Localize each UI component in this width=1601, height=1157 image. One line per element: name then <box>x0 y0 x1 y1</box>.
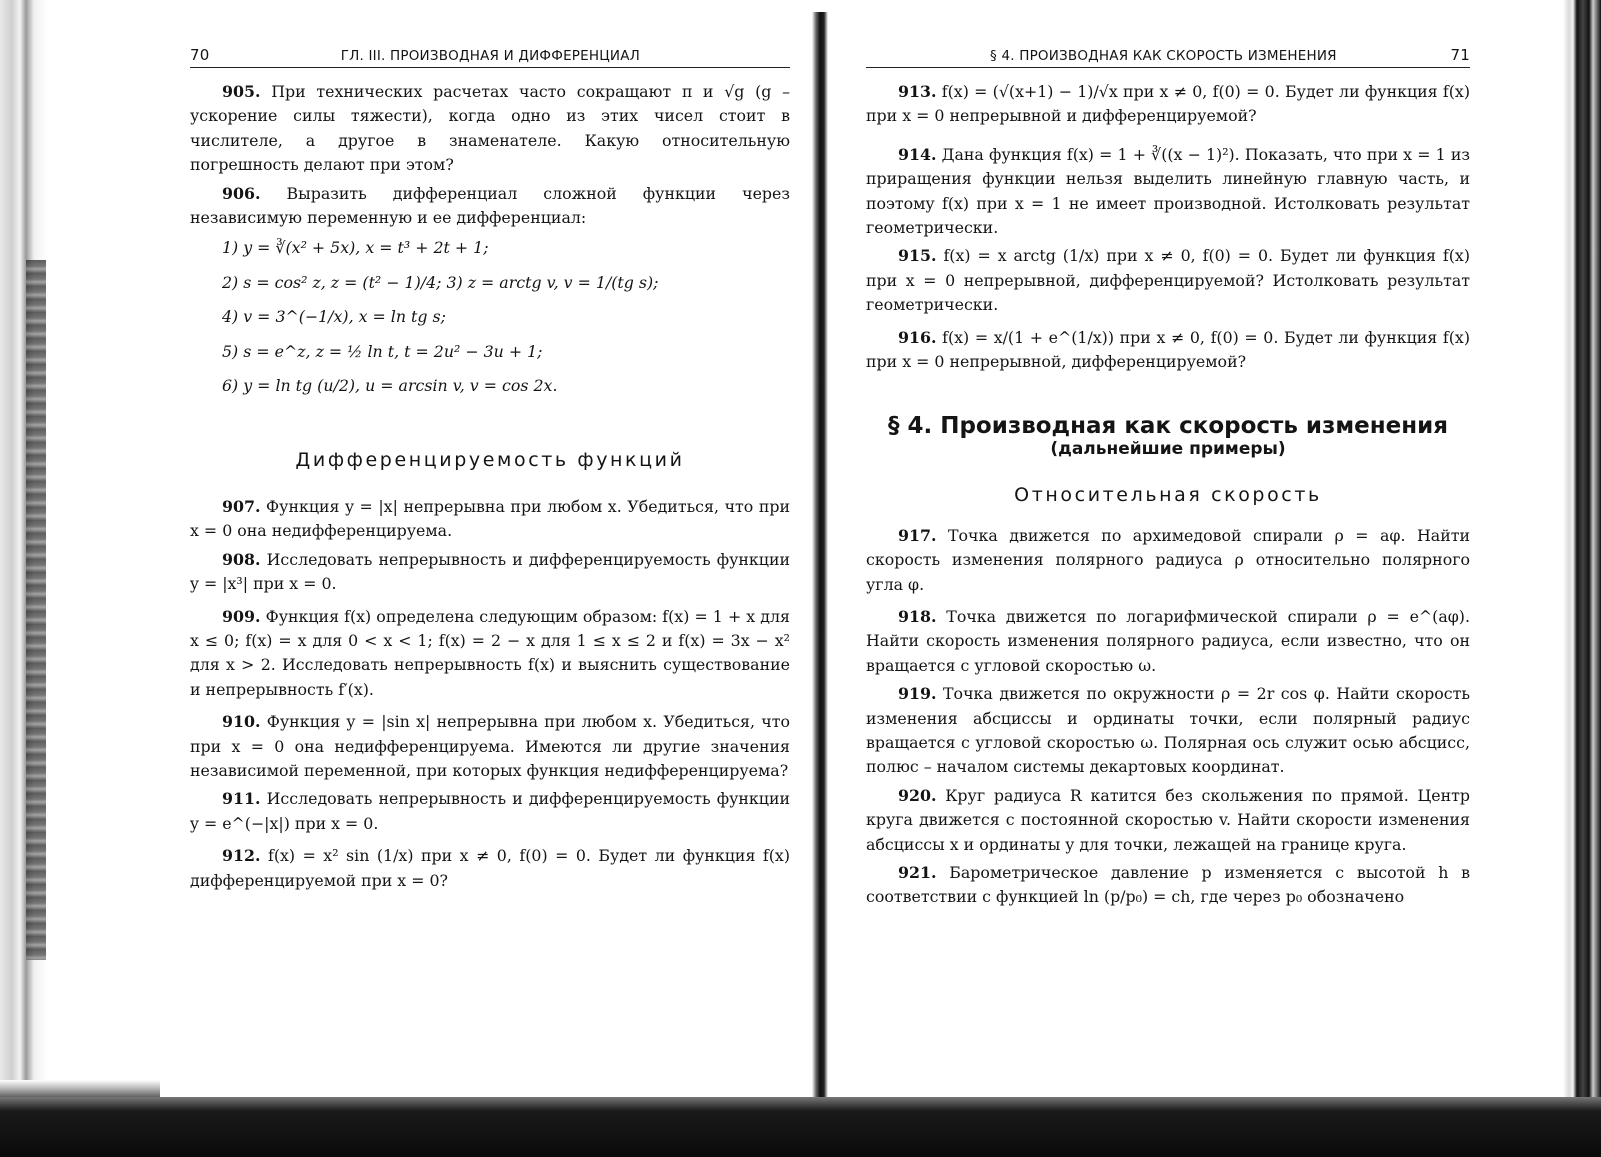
problem-915: 915. f(x) = x arctg (1/x) при x ≠ 0, f(0) = 0. Будет ли функция f(x) при x = 0 непрерывной, дифференцируемой? Истолковать результат геометрически. <box>866 246 1470 315</box>
left-subheading: Дифференцируемость функций <box>295 449 685 472</box>
formula-4: 4) v = 3^(−1/x), x = ln tg s; <box>222 307 446 327</box>
formula-1: 1) y = ∛(x² + 5x), x = t³ + 2t + 1; <box>222 238 489 258</box>
problem-906: 906. Выразить дифференциал сложной функции через независимую переменную и ее дифференциал: <box>190 183 790 228</box>
scan-bottom-edge <box>0 1097 1601 1157</box>
right-subheading: Относительная скорость <box>1014 484 1322 507</box>
problem-912: 912. f(x) = x² sin (1/x) при x ≠ 0, f(0) = 0. Будет ли функция f(x) дифференцируемой при x = 0? <box>190 846 790 890</box>
left-page-number: 70 <box>190 46 210 64</box>
right-page <box>866 46 1470 910</box>
problem-911: 911. Исследовать непрерывность и дифференцируемость функции y = e^(−|x|) при x = 0. <box>190 789 790 833</box>
problem-910: 910. Функция y = |sin x| непрерывна при любом x. Убедиться, что при x = 0 она недифференцируема. Имеются ли другие значения независимой переменной, при которых функция недифференцируема? <box>190 712 790 780</box>
problem-916: 916. f(x) = x/(1 + e^(1/x)) при x ≠ 0, f(0) = 0. Будет ли функция f(x) при x = 0 непрерывной, дифференцируемой? <box>866 327 1470 372</box>
problem-905: 905. При технических расчетах часто сокращают π и √g (g – ускорение силы тяжести), когда одно из этих чисел стоит в числителе, а другое в знаменателе. Какую относительную погрешность делают при этом? <box>190 82 790 175</box>
problem-908: 908. Исследовать непрерывность и дифференцируемость функции y = |x³| при x = 0. <box>190 549 790 594</box>
left-page-body <box>190 80 790 893</box>
problem-907: 907. Функция y = |x| непрерывна при любом x. Убедиться, что при x = 0 она недифференцируема. <box>190 496 790 541</box>
right-page-number: 71 <box>1450 46 1470 64</box>
right-page-body <box>866 80 1470 910</box>
section-title: § 4. Производная как скорость изменения <box>887 413 1449 440</box>
problem-920: 920. Круг радиуса R катится без скольжения по прямой. Центр круга движется с постоянной скоростью v. Найти скорости изменения абсциссы x и ординаты y для точки, лежащей на границе круга. <box>866 785 1470 854</box>
book-spine <box>812 12 828 1097</box>
section-subtitle: (дальнейшие примеры) <box>1050 438 1286 459</box>
problem-917: 917. Точка движется по архимедовой спирали ρ = aφ. Найти скорость изменения полярного радиуса ρ относительно полярного угла φ. <box>866 525 1470 594</box>
formula-5: 5) s = e^z, z = ½ ln t, t = 2u² − 3u + 1; <box>222 341 543 361</box>
problem-909: 909. Функция f(x) определена следующим образом: f(x) = 1 + x для x ≤ 0; f(x) = x для 0 < x < 1; f(x) = 2 − x для 1 ≤ x ≤ 2 и f(x) = 3x − x² для x > 2. Исследовать непрерывность f(x) и выяснить существование и непрерывность f′(x). <box>190 606 790 699</box>
left-running-head-text: ГЛ. III. ПРОИЗВОДНАЯ И ДИФФЕРЕНЦИАЛ <box>340 48 640 64</box>
scan-left-shadow <box>26 260 46 960</box>
problem-913: 913. f(x) = (√(x+1) − 1)/√x при x ≠ 0, f(0) = 0. Будет ли функция f(x) при x = 0 непрерывной и дифференцируемой? <box>866 82 1470 126</box>
scan-right-margin <box>1563 0 1601 1157</box>
problem-918: 918. Точка движется по логарифмической спирали ρ = e^(aφ). Найти скорость изменения полярного радиуса, если известно, что он вращается с угловой скоростью ω. <box>866 606 1470 675</box>
problem-914: 914. Дана функция f(x) = 1 + ∛((x − 1)²). Показать, что при x = 1 из приращения функции нельзя выделить линейную главную часть, и поэтому f(x) при x = 1 не имеет производной. Истолковать результат геометрически. <box>866 144 1470 238</box>
formula-2-3: 2) s = cos² z, z = (t² − 1)/4; 3) z = arctg v, v = 1/(tg s); <box>222 272 659 292</box>
right-running-head <box>866 46 1470 68</box>
left-page <box>190 46 790 893</box>
formula-6: 6) y = ln tg (u/2), u = arcsin v, v = cos 2x. <box>222 376 558 396</box>
section-heading <box>866 414 1470 461</box>
problem-919: 919. Точка движется по окружности ρ = 2r cos φ. Найти скорость изменения абсциссы и ординаты точки, если полярный радиус вращается с угловой скоростью ω. Полярная ось служит осью абсцисс, полюс – началом системы декартовых координат. <box>866 684 1470 777</box>
right-running-head-text: § 4. ПРОИЗВОДНАЯ КАК СКОРОСТЬ ИЗМЕНЕНИЯ <box>990 48 1337 64</box>
left-running-head <box>190 46 790 68</box>
problem-921: 921. Барометрическое давление p изменяется с высотой h в соответствии с функцией ln (p/p₀) = ch, где через p₀ обозначено <box>866 862 1470 907</box>
formula-list-906 <box>222 236 790 398</box>
